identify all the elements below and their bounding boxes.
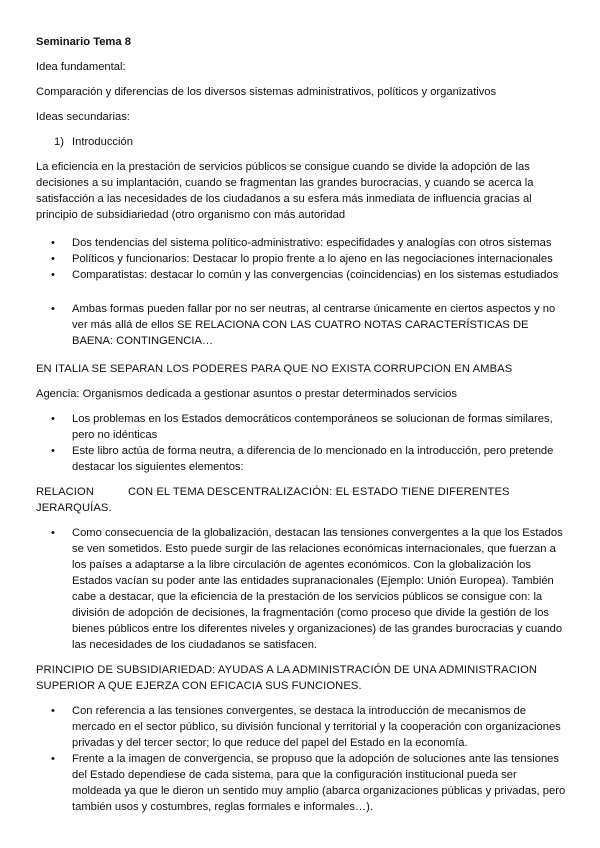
list-item-text: Como consecuencia de la globalización, destacan las tensiones convergentes a la que los Estados se ven sometidos. Esto puede surgir de las relaciones económicas internacionales, que fuerzan a los países a adaptarse a la libre circulación de agentes económicos. Con la globalización los Estados vacían su poder ante las entidades supranacionales (Ejemplo: Unión Europea). También cabe a destacar, que la eficiencia de la prestación de los servicios públicos se consigue con: la división de adopción de decisiones, la fragmentación (como proceso que divide la gestión de los bienes públicos entre los diferentes niveles y organizaciones) de las grandes burocracias y cuando las necesidades de los ciudadanos se satisfacen. — [72, 527, 563, 651]
list-item — [36, 267, 566, 283]
list-globalizacion — [36, 525, 566, 653]
list-item-text: Políticos y funcionarios: Destacar lo propio frente a lo ajeno en las negociaciones internacionales — [72, 253, 553, 265]
list-item — [36, 703, 566, 751]
list-item — [36, 751, 566, 815]
list-ambas — [36, 301, 566, 349]
relacion-label: RELACION — [36, 486, 94, 498]
bullet-icon: • — [51, 445, 55, 457]
list-item-text: Frente a la imagen de convergencia, se propuso que la adopción de soluciones ante las tensiones del Estado dependiese de cada sistema, para que la configuración institucional pueda ser moldeada ya que le dieron un sentido muy amplio (abarca organizaciones públicas y privadas, pero también usos y costumbres, reglas formales e informales…). — [72, 753, 566, 813]
list-item — [36, 301, 566, 349]
idea-fundamental-text: Comparación y diferencias de los diversos sistemas administrativos, políticos y organizativos — [36, 86, 497, 98]
list-item-text: Los problemas en los Estados democráticos contemporáneos se solucionan de formas similares, pero no idénticas — [72, 413, 553, 441]
list-item — [36, 443, 566, 475]
paragraph-italia: EN ITALIA SE SEPARAN LOS PODERES PARA QUE NO EXISTA CORRUPCION EN AMBAS — [36, 363, 513, 375]
bullet-icon: • — [51, 303, 55, 315]
paragraph-relacion — [36, 484, 566, 516]
relacion-text: CON EL TEMA DESCENTRALIZACIÓN: EL ESTADO TIENE DIFERENTES JERARQUÍAS. — [36, 486, 510, 514]
document-page — [36, 34, 566, 815]
section-number: 1) — [54, 136, 64, 148]
bullet-icon: • — [51, 753, 55, 765]
list-problemas — [36, 411, 566, 475]
list-item-text: Ambas formas pueden fallar por no ser neutras, al centrarse únicamente en ciertos aspectos y no ver más allá de ellos SE RELACIONA CON LAS CUATRO NOTAS CARACTERÍSTICAS DE BAENA: CONTINGENCIA… — [72, 303, 556, 347]
section-label: Introducción — [72, 136, 133, 148]
list-item-text: Comparatistas: destacar lo común y las convergencias (coincidencias) en los sistemas estudiados — [72, 269, 559, 281]
paragraph-principio: PRINCIPIO DE SUBSIDIARIEDAD: AYUDAS A LA ADMINISTRACIÓN DE UNA ADMINISTRACION SUPERIOR A QUE EJERZA CON EFICACIA SUS FUNCIONES. — [36, 664, 538, 692]
list-item — [36, 525, 566, 653]
bullet-icon: • — [51, 527, 55, 539]
ideas-secundarias-label: Ideas secundarias: — [36, 111, 130, 123]
bullet-icon: • — [51, 269, 55, 281]
section-heading-introduccion — [36, 134, 566, 150]
idea-fundamental-label: Idea fundamental: — [36, 61, 126, 73]
list-item — [36, 235, 566, 251]
document-title: Seminario Tema 8 — [36, 36, 131, 48]
bullet-icon: • — [51, 253, 55, 265]
bullet-icon: • — [51, 237, 55, 249]
paragraph-agencia: Agencia: Organismos dedicada a gestionar asuntos o prestar determinados servicios — [36, 388, 458, 400]
bullet-icon: • — [51, 413, 55, 425]
list-item — [36, 411, 566, 443]
list-item-text: Este libro actúa de forma neutra, a diferencia de lo mencionado en la introducción, pero pretende destacar los siguientes elementos: — [72, 445, 554, 473]
list-item-text: Con referencia a las tensiones convergentes, se destaca la introducción de mecanismos de mercado en el sector público, su división funcional y territorial y la cooperación con organizaciones privadas y del tercer sector; lo que reduce del papel del Estado en la economía. — [72, 705, 561, 749]
list-item-text: Dos tendencias del sistema político-administrativo: especifidades y analogías con otros sistemas — [72, 237, 552, 249]
paragraph-eficiencia: La eficiencia en la prestación de servicios públicos se consigue cuando se divide la adopción de las decisiones a su implantación, cuando se fragmentan las grandes burocracias, y cuando se acerca la satisfacción a las necesidades de los ciudadanos a su esfera más inmediata de influencia gracias al principio de subsidiariedad (otro organismo con más autoridad — [36, 161, 534, 221]
list-item — [36, 251, 566, 267]
bullet-icon: • — [51, 705, 55, 717]
list-tendencias — [36, 235, 566, 283]
list-convergentes — [36, 703, 566, 815]
